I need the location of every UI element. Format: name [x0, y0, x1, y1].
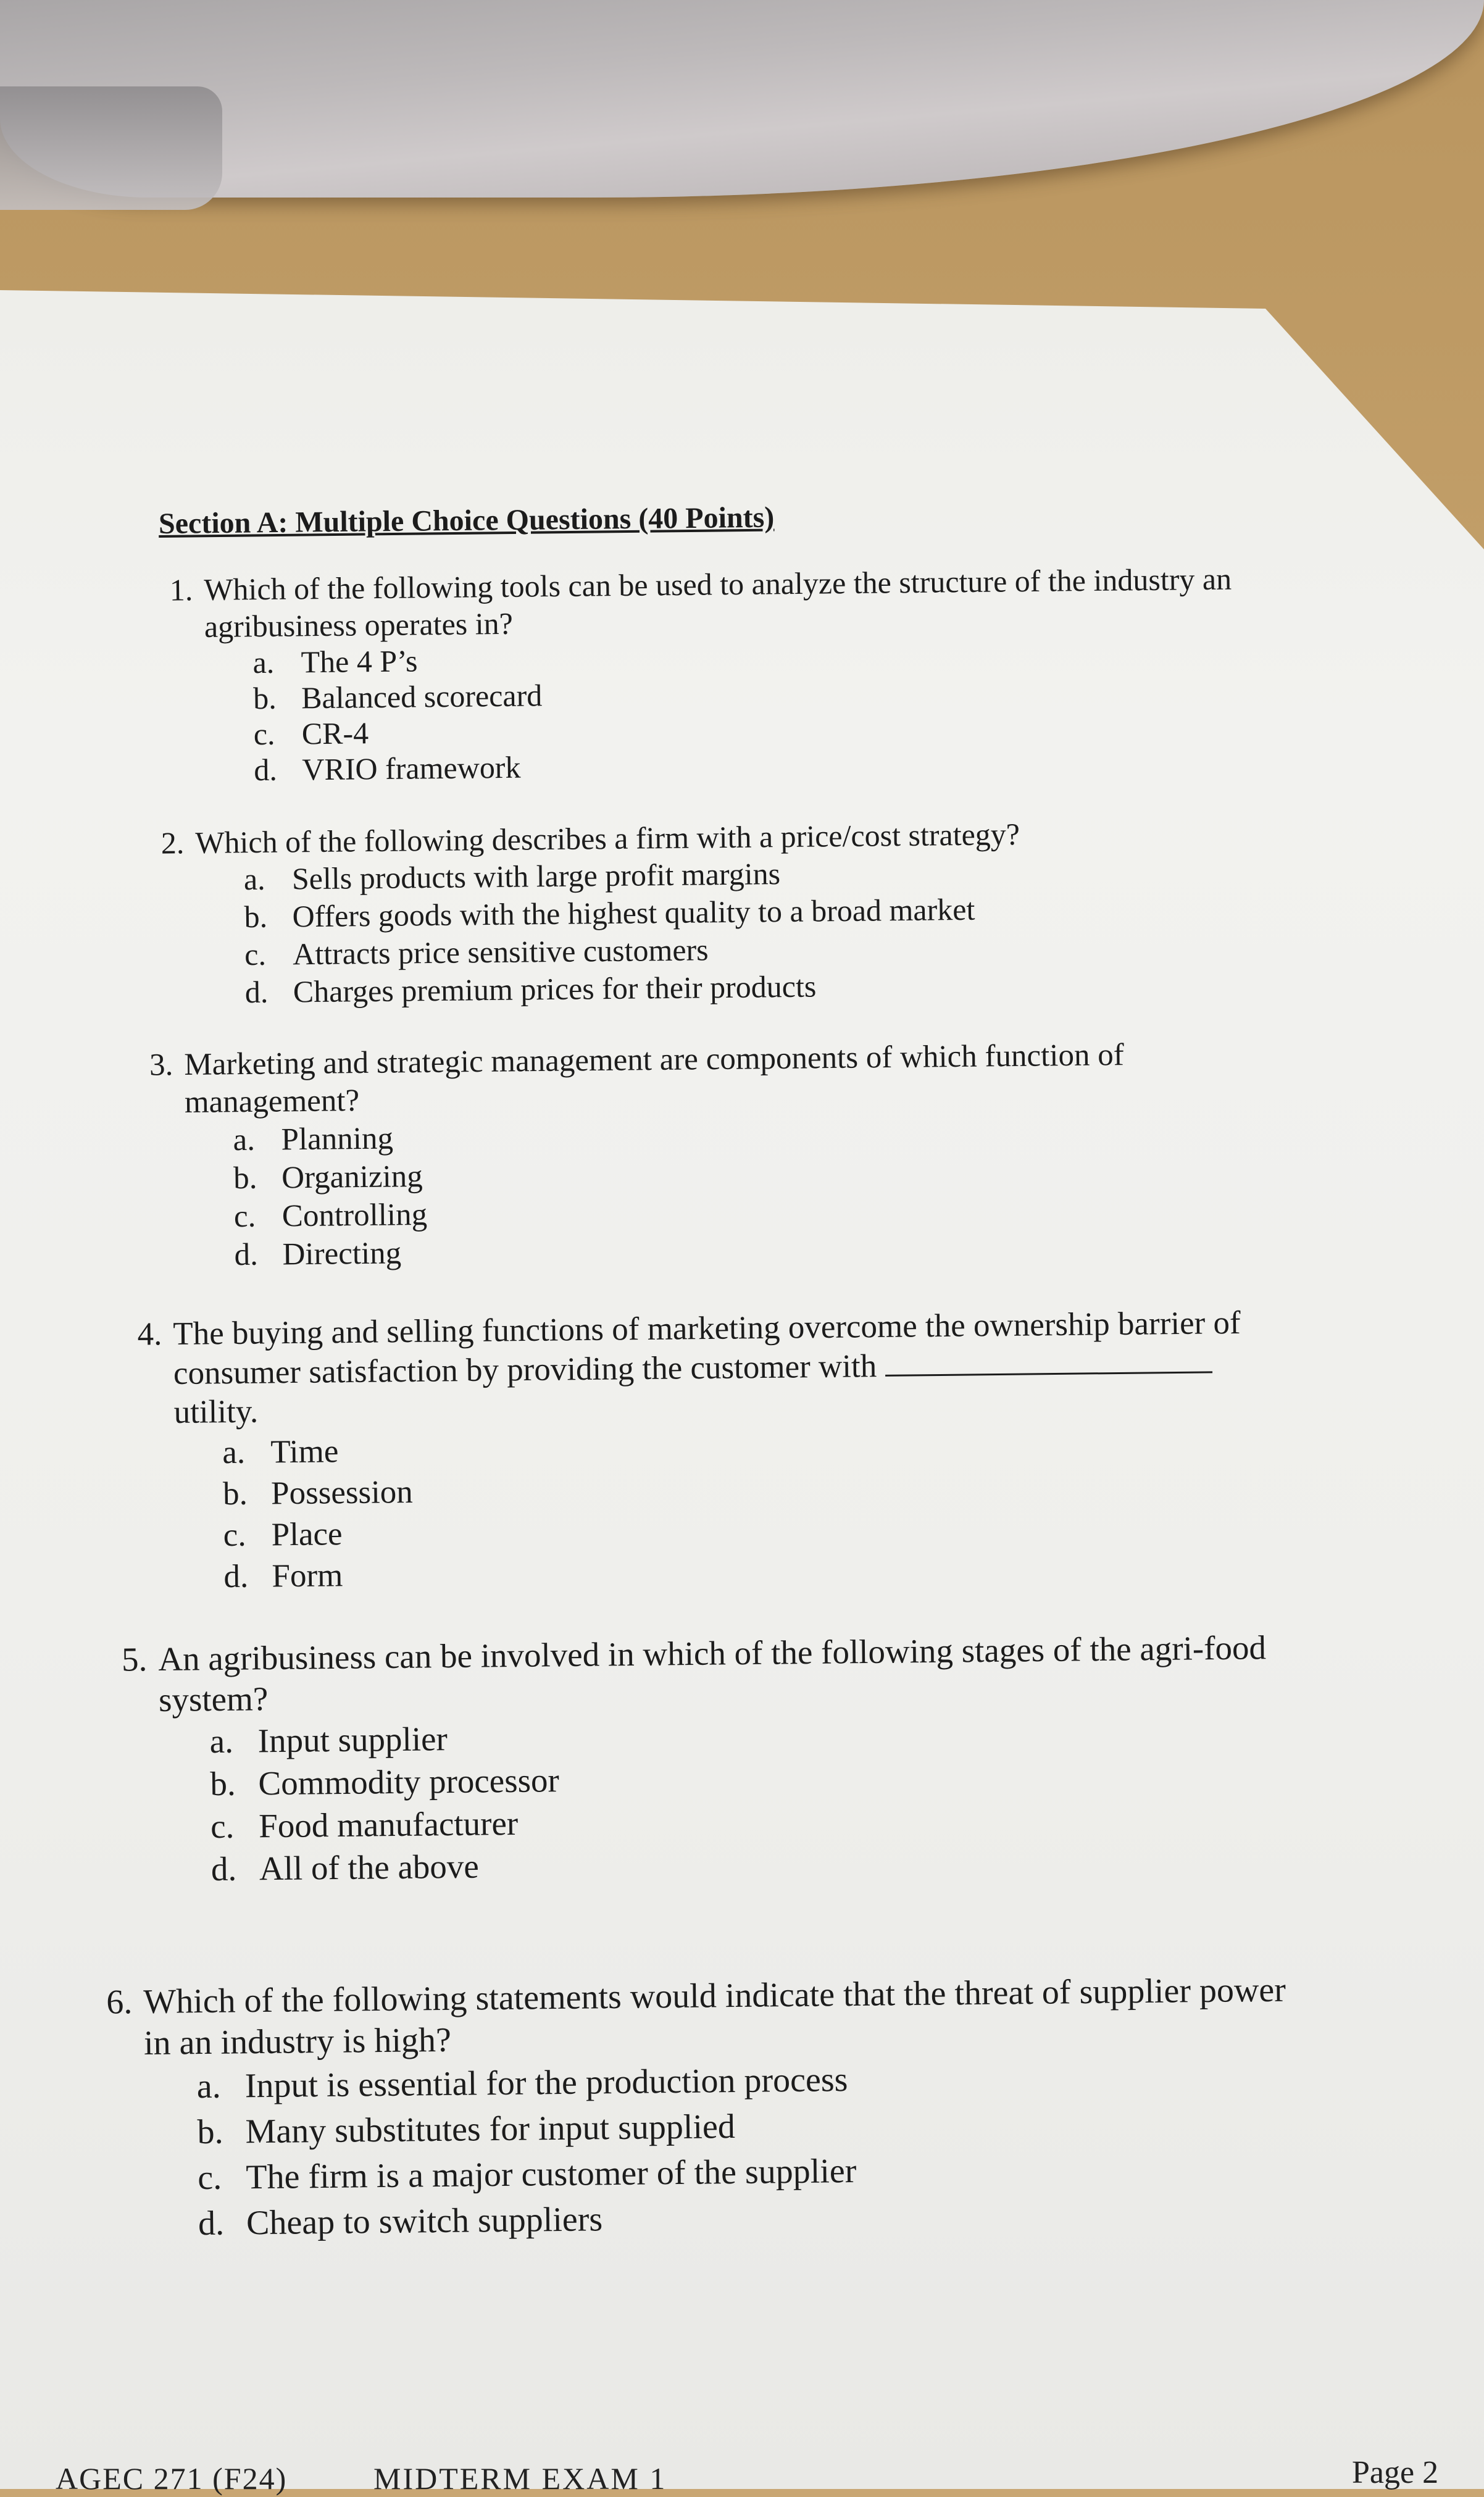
question-5-option-a[interactable]: a. Input supplier	[209, 1720, 448, 1761]
question-2-options	[196, 852, 1022, 1012]
question-4-line-2: consumer satisfaction by providing the customer with	[173, 1343, 1241, 1393]
question-5	[121, 1627, 1269, 1891]
question-6	[106, 1970, 1288, 2248]
question-2-option-d[interactable]: d. Charges premium prices for their products	[244, 969, 817, 1010]
question-4-line-3: utility.	[173, 1393, 259, 1431]
question-1-option-d[interactable]: d. VRIO framework	[254, 749, 521, 788]
question-6-options	[144, 2053, 1288, 2247]
question-5-option-d[interactable]: d. All of the above	[211, 1847, 480, 1888]
question-2-option-a[interactable]: a. Sells products with large profit margins	[243, 856, 781, 897]
question-6-option-d[interactable]: d. Cheap to switch suppliers	[198, 2200, 603, 2243]
footer-page-number: Page 2	[1352, 2455, 1439, 2490]
question-5-text: An agribusiness can be involved in which of the following stages of the agri-food	[158, 1628, 1267, 1678]
question-5-option-c[interactable]: c. Food manufacturer	[210, 1804, 519, 1846]
footer-course: AGEC 271 (F24)	[56, 2461, 288, 2496]
question-4-text: The buying and selling functions of marketing overcome the ownership barrier of	[173, 1304, 1241, 1352]
question-3-option-b[interactable]: b. Organizing	[233, 1159, 423, 1196]
question-6-line-2: in an industry is high?	[143, 2020, 452, 2063]
section-title: Section A: Multiple Choice Questions (40 Points)	[158, 501, 775, 540]
question-2-text: Which of the following describes a firm with a price/cost strategy?	[195, 817, 1020, 860]
question-6-number: 6.	[106, 1983, 133, 2022]
question-1-options	[204, 635, 1233, 788]
question-6-option-c[interactable]: c. The firm is a major customer of the supplier	[198, 2152, 857, 2198]
question-4-number: 4.	[137, 1316, 162, 1353]
question-4-option-b[interactable]: b. Possession	[222, 1474, 414, 1512]
question-5-option-b[interactable]: b. Commodity processor	[210, 1761, 560, 1803]
question-1	[169, 561, 1233, 788]
question-6-option-a[interactable]: a. Input is essential for the production process	[196, 2061, 848, 2106]
question-6-text: Which of the following statements would indicate that the threat of supplier power	[143, 1970, 1286, 2021]
question-2-option-b[interactable]: b. Offers goods with the highest quality to a broad market	[244, 891, 975, 935]
question-4-options	[174, 1422, 1243, 1598]
question-3-number: 3.	[149, 1048, 173, 1083]
footer-exam-title: MIDTERM EXAM 1	[373, 2461, 667, 2496]
question-5-number: 5.	[121, 1640, 148, 1678]
question-1-line-2: agribusiness operates in?	[204, 606, 514, 644]
question-5-line-2: system?	[158, 1680, 269, 1719]
question-3-options	[185, 1112, 1126, 1275]
question-3-option-a[interactable]: a. Planning	[233, 1121, 394, 1158]
question-3	[149, 1036, 1126, 1275]
question-6-option-b[interactable]: b. Many substitutes for input supplied	[197, 2107, 736, 2152]
question-2-option-c[interactable]: c. Attracts price sensitive customers	[244, 932, 709, 972]
answer-blank	[885, 1346, 1212, 1377]
question-1-text: Which of the following tools can be used to analyze the structure of the industry an	[204, 561, 1232, 607]
question-3-option-d[interactable]: d. Directing	[234, 1236, 402, 1273]
question-5-options	[159, 1709, 1269, 1891]
question-2-number: 2.	[160, 825, 185, 861]
question-4-option-a[interactable]: a. Time	[222, 1433, 339, 1470]
question-4-option-c[interactable]: c. Place	[223, 1515, 343, 1553]
question-4	[137, 1304, 1243, 1598]
question-1-option-b[interactable]: b. Balanced scorecard	[252, 678, 543, 716]
question-1-option-a[interactable]: a. The 4 P’s	[252, 643, 418, 680]
question-4-option-d[interactable]: d. Form	[223, 1557, 343, 1594]
question-2	[160, 815, 1022, 1012]
question-3-option-c[interactable]: c. Controlling	[233, 1198, 428, 1235]
question-3-line-2: management?	[184, 1083, 360, 1120]
question-3-text: Marketing and strategic management are components of which function of	[184, 1038, 1124, 1082]
question-1-option-c[interactable]: c. CR-4	[253, 715, 369, 752]
question-1-number: 1.	[169, 572, 193, 607]
